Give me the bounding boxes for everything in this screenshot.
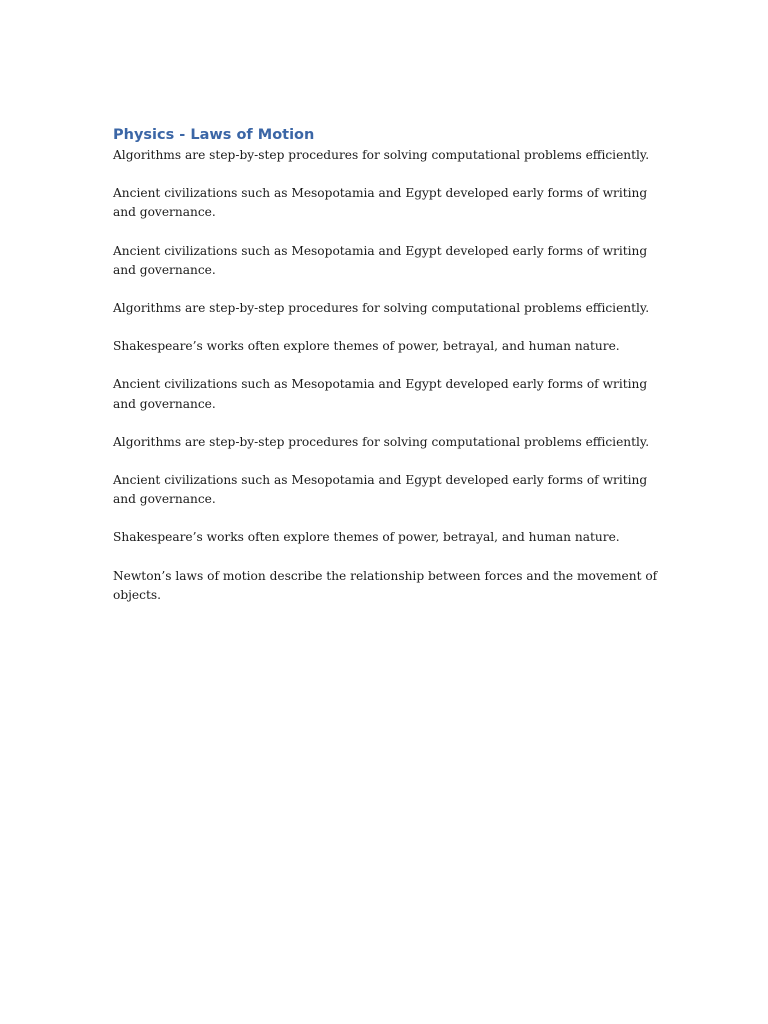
paragraph: Shakespeare’s works often explore themes of power, betrayal, and human nature. bbox=[113, 530, 620, 545]
paragraph: Ancient civilizations such as Mesopotamia and Egypt developed early forms of writing and governance. bbox=[113, 243, 648, 277]
paragraph: Algorithms are step-by-step procedures for solving computational problems efficiently. bbox=[113, 301, 650, 316]
document-heading: Physics - Laws of Motion bbox=[113, 127, 315, 143]
paragraph: Newton’s laws of motion describe the relationship between forces and the movement of objects. bbox=[113, 568, 658, 602]
paragraph: Ancient civilizations such as Mesopotamia and Egypt developed early forms of writing and governance. bbox=[113, 473, 648, 507]
document-body bbox=[113, 125, 658, 624]
paragraph: Algorithms are step-by-step procedures for solving computational problems efficiently. bbox=[113, 434, 650, 449]
paragraph: Shakespeare’s works often explore themes of power, betrayal, and human nature. bbox=[113, 339, 620, 354]
paragraph: Algorithms are step-by-step procedures for solving computational problems efficiently. bbox=[113, 148, 650, 162]
paragraph: Ancient civilizations such as Mesopotamia and Egypt developed early forms of writing and governance. bbox=[113, 186, 648, 220]
paragraph: Ancient civilizations such as Mesopotamia and Egypt developed early forms of writing and governance. bbox=[113, 377, 648, 411]
